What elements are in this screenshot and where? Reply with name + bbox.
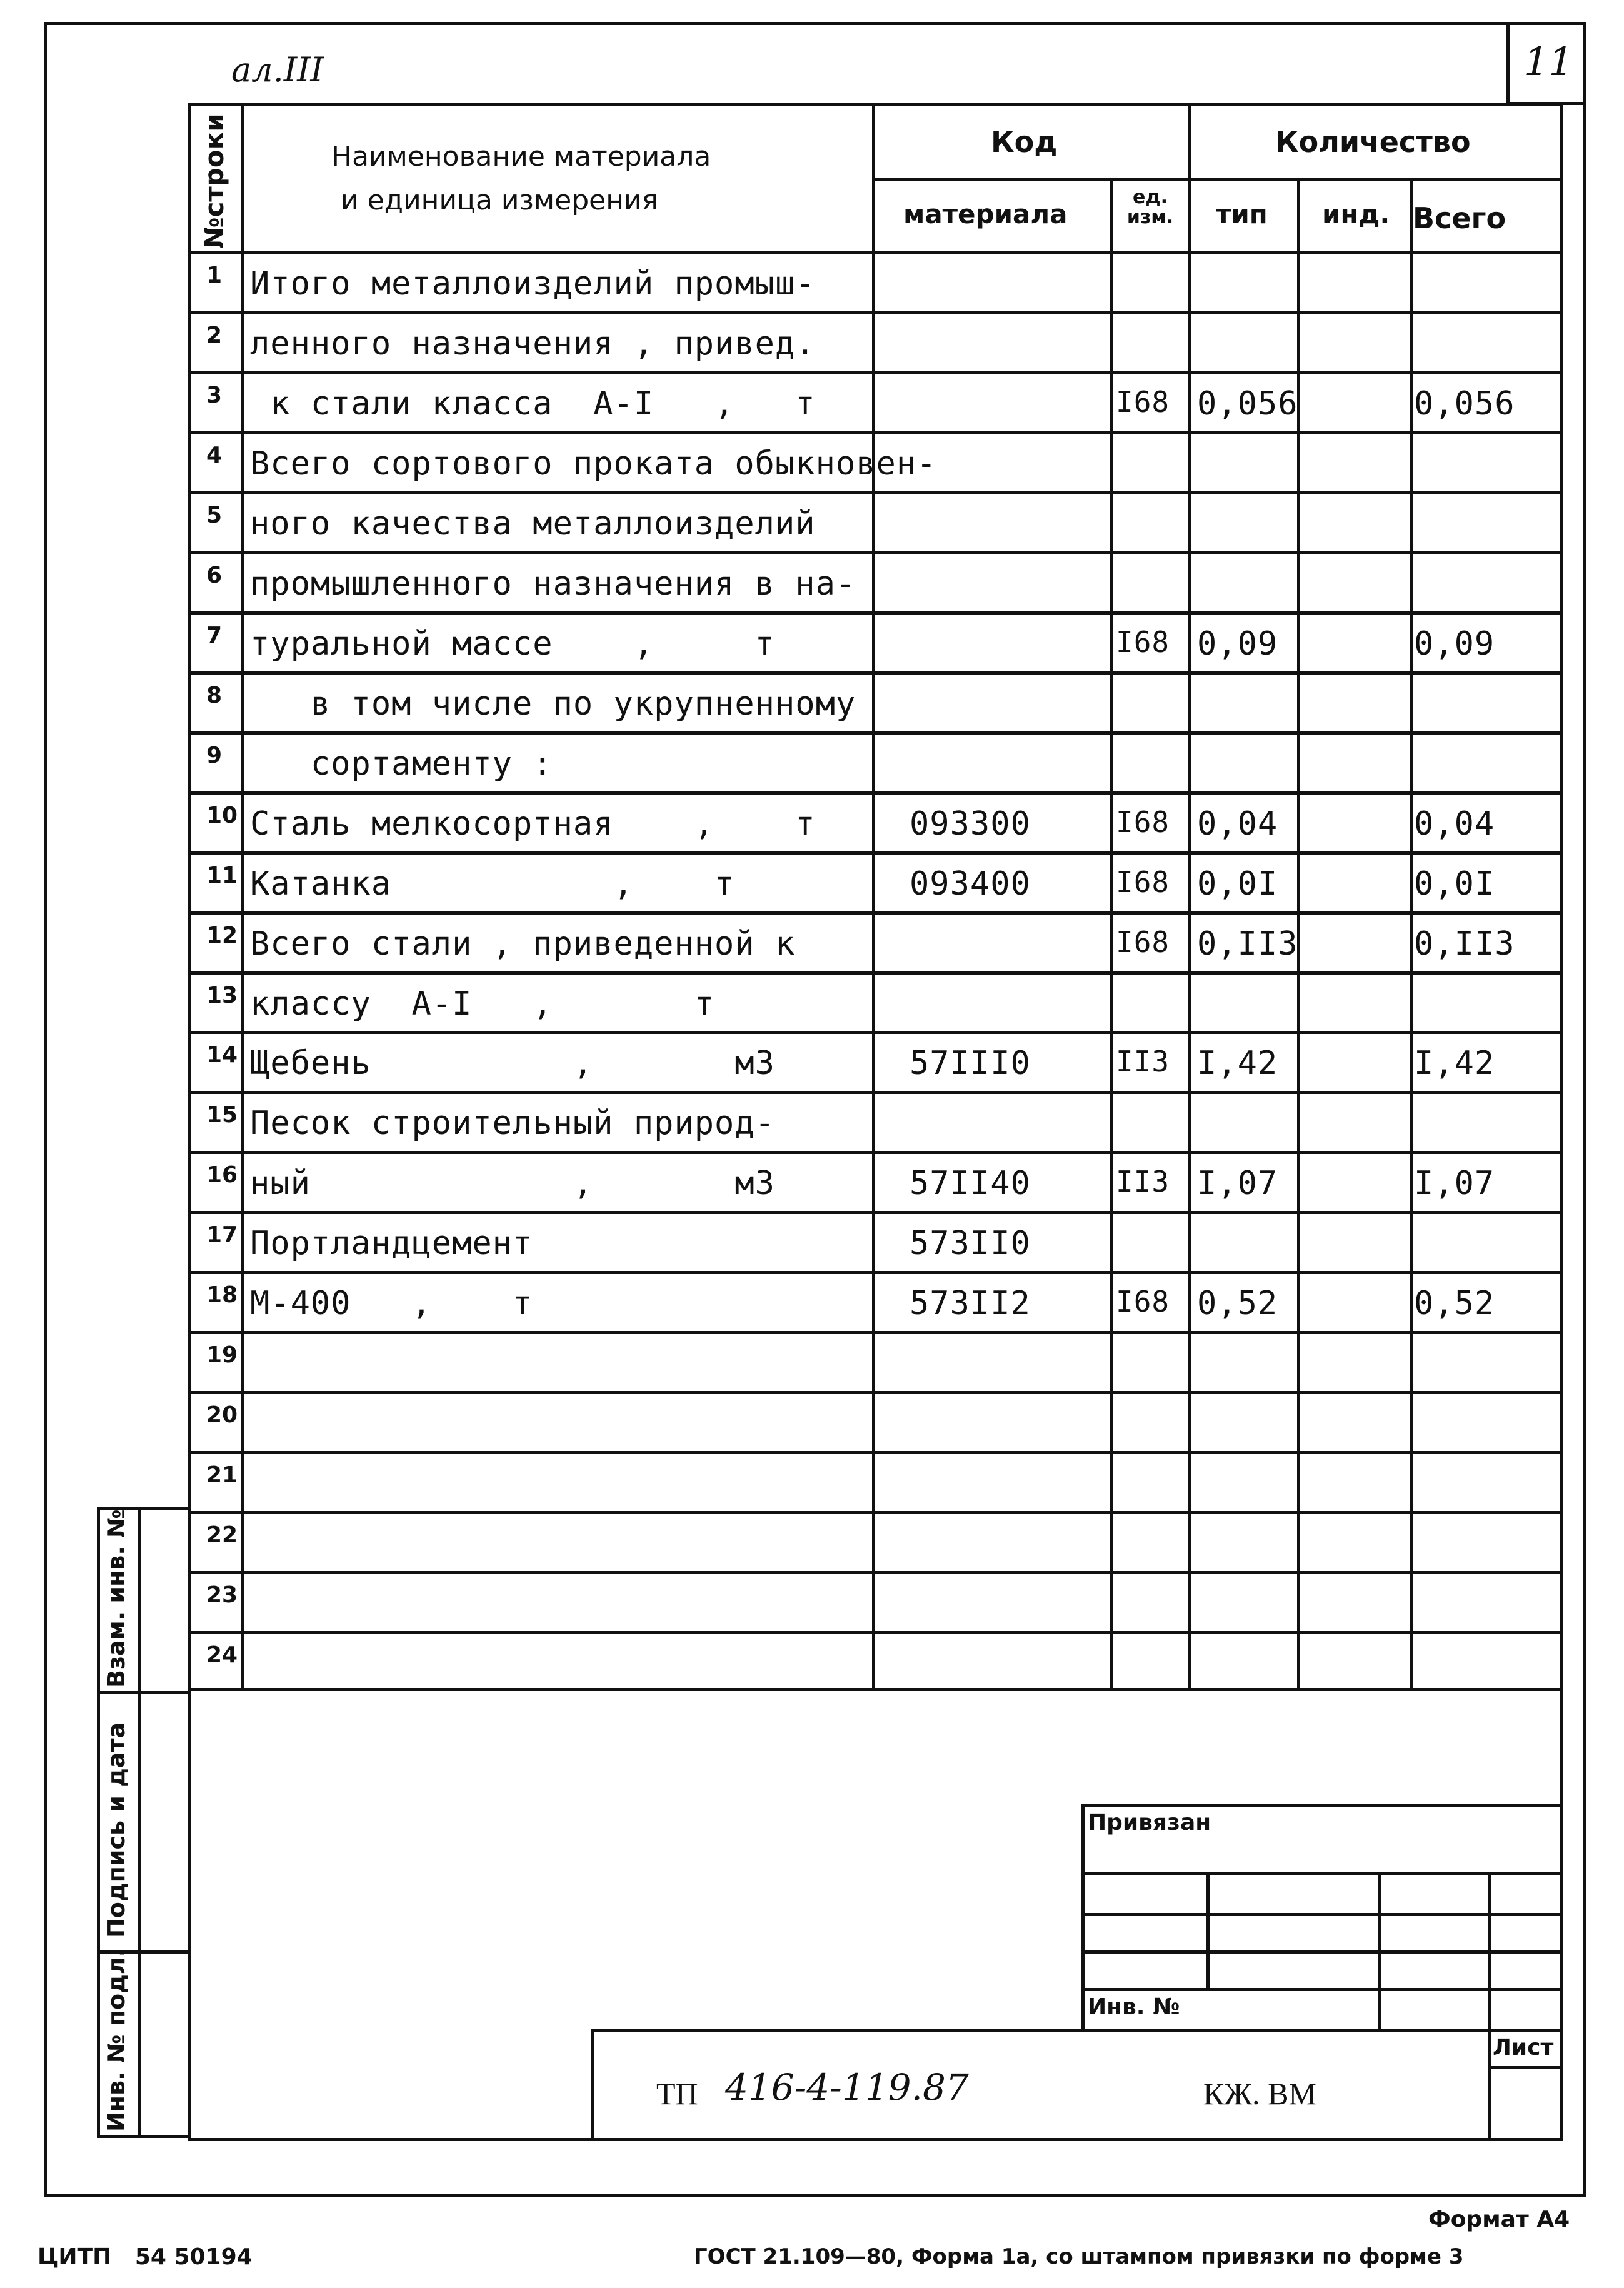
row-separator xyxy=(188,1211,1563,1214)
row-number: 18 xyxy=(206,1282,238,1308)
row-separator xyxy=(188,1631,1563,1634)
page-number: 11 xyxy=(1524,39,1573,84)
header-name-line2: и единица измерения xyxy=(341,184,659,216)
stamp-sheet: Лист xyxy=(1493,2035,1554,2060)
row-number: 15 xyxy=(206,1102,238,1128)
stamp-col3 xyxy=(1488,1872,1491,2138)
row-type: 0,09 xyxy=(1197,625,1278,663)
row-separator xyxy=(188,971,1563,975)
row-name: Портландцемент xyxy=(250,1225,533,1263)
row-number: 5 xyxy=(206,502,223,528)
row-separator xyxy=(188,371,1563,374)
row-separator xyxy=(188,851,1563,855)
header-code-unit: ед. изм. xyxy=(1126,186,1174,228)
row-name: сортаменту : xyxy=(250,745,553,783)
side-label-podpis: Подпись и дата xyxy=(103,1722,130,1938)
row-number: 6 xyxy=(206,562,223,588)
row-total: 0,52 xyxy=(1414,1285,1495,1323)
bottom-line xyxy=(188,2138,1563,2141)
row-separator xyxy=(188,491,1563,494)
row-separator xyxy=(188,1031,1563,1034)
row-name: Всего стали , приведенной к xyxy=(250,925,796,963)
row-code: 093300 xyxy=(910,805,1031,843)
row-number: 20 xyxy=(206,1402,238,1428)
row-name: Катанка , т xyxy=(250,865,735,903)
row-separator xyxy=(188,1571,1563,1574)
row-separator xyxy=(188,611,1563,615)
row-separator xyxy=(188,791,1563,795)
row-name: к стали класса А-I , т xyxy=(250,384,816,423)
row-name: ный , м3 xyxy=(250,1165,775,1203)
row-type: I,07 xyxy=(1197,1165,1278,1203)
row-number: 3 xyxy=(206,382,223,408)
row-number: 9 xyxy=(206,742,223,768)
row-type: 0,056 xyxy=(1197,384,1298,423)
row-code: 093400 xyxy=(910,865,1031,903)
row-separator xyxy=(188,1331,1563,1334)
row-number: 24 xyxy=(206,1642,238,1668)
row-unit: I68 xyxy=(1116,1285,1170,1319)
header-qty-type: тип xyxy=(1216,199,1268,229)
row-type: I,42 xyxy=(1197,1045,1278,1083)
row-unit: I68 xyxy=(1116,925,1170,959)
row-number: 7 xyxy=(206,622,223,648)
row-unit: I68 xyxy=(1116,625,1170,659)
sheet-divider xyxy=(1488,2066,1563,2069)
row-type: 0,04 xyxy=(1197,805,1278,843)
row-separator xyxy=(188,1091,1563,1094)
stamp-col1 xyxy=(1206,1872,1210,1988)
row-total: 0,0I xyxy=(1414,865,1495,903)
row-name: М-400 , т xyxy=(250,1285,533,1323)
row-number: 19 xyxy=(206,1342,238,1368)
row-name: Всего сортового проката обыкновен- xyxy=(250,444,937,483)
row-name: в том числе по укрупненному xyxy=(250,685,856,723)
stamp-top xyxy=(1081,1804,1563,1807)
stamp-col2 xyxy=(1378,1872,1381,2029)
stamp-inv-no: Инв. № xyxy=(1088,1994,1180,2020)
row-name: туральной массе , т xyxy=(250,625,775,663)
stamp-left xyxy=(1081,1804,1085,2029)
header-row-number: №строки xyxy=(199,113,229,249)
row-name: промышленного назначения в на- xyxy=(250,564,856,603)
row-separator xyxy=(188,431,1563,434)
row-name: Итого металлоизделий промыш- xyxy=(250,265,816,303)
row-separator xyxy=(188,1271,1563,1274)
tp-number: 416-4-119.87 xyxy=(725,2066,969,2109)
row-number: 22 xyxy=(206,1522,238,1548)
corner-mark: ал.III xyxy=(231,50,324,89)
row-number: 13 xyxy=(206,982,238,1008)
header-subline xyxy=(872,178,1563,181)
row-type: 0,0I xyxy=(1197,865,1278,903)
row-number: 23 xyxy=(206,1582,238,1608)
header-name-line1: Наименование материала xyxy=(331,141,711,173)
bottom-left-line xyxy=(188,1691,191,2138)
row-unit: I68 xyxy=(1116,384,1170,419)
row-total: 0,04 xyxy=(1414,805,1495,843)
side-label-vzam: Взам. инв. № xyxy=(103,1509,130,1688)
footer-right: ГОСТ 21.109—80, Форма 1а, со штампом привязки по форме 3 xyxy=(694,2244,1464,2269)
row-code: 57II40 xyxy=(910,1165,1031,1203)
row-number: 12 xyxy=(206,922,238,948)
row-separator xyxy=(188,1451,1563,1454)
row-number: 1 xyxy=(206,263,223,288)
header-qty-ind: инд. xyxy=(1322,199,1390,229)
row-name: ного качества металлоизделий xyxy=(250,504,816,543)
row-number: 11 xyxy=(206,862,238,888)
row-name: Сталь мелкосортная , т xyxy=(250,805,816,843)
row-unit: II3 xyxy=(1116,1165,1170,1199)
side-strip-line1 xyxy=(97,1691,191,1694)
row-number: 21 xyxy=(206,1462,238,1488)
row-name: Щебень , м3 xyxy=(250,1045,775,1083)
row-total: I,42 xyxy=(1414,1045,1495,1083)
row-name: ленного назначения , привед. xyxy=(250,324,816,363)
tp-suffix: КЖ. ВМ xyxy=(1203,2076,1316,2111)
col-line-code xyxy=(1110,178,1113,1691)
header-bottom xyxy=(188,251,1563,254)
row-unit: I68 xyxy=(1116,805,1170,839)
row-number: 2 xyxy=(206,322,223,348)
row-total: 0,II3 xyxy=(1414,925,1515,963)
footer-left: ЦИТП 54 50194 xyxy=(38,2244,253,2270)
row-separator xyxy=(188,671,1563,675)
row-number: 10 xyxy=(206,802,238,828)
row-code: 57III0 xyxy=(910,1045,1031,1083)
row-separator xyxy=(188,1151,1563,1154)
side-strip-divider xyxy=(138,1507,141,2138)
row-number: 14 xyxy=(206,1042,238,1068)
title-block-left xyxy=(591,2029,594,2138)
stamp-privyazan: Привязан xyxy=(1088,1810,1211,1835)
header-quantity: Количество xyxy=(1275,125,1471,159)
page-number-divider xyxy=(1506,22,1510,103)
row-separator xyxy=(188,1391,1563,1394)
header-code-material: материала xyxy=(903,199,1068,229)
tp-prefix: ТП xyxy=(656,2076,698,2111)
footer-format: Формат А4 xyxy=(1428,2207,1570,2232)
row-unit: I68 xyxy=(1116,865,1170,899)
row-separator xyxy=(188,311,1563,314)
row-code: 573II0 xyxy=(910,1225,1031,1263)
row-separator xyxy=(188,1511,1563,1514)
row-separator xyxy=(188,731,1563,735)
row-separator xyxy=(188,551,1563,554)
row-type: 0,52 xyxy=(1197,1285,1278,1323)
row-total: 0,056 xyxy=(1414,384,1515,423)
side-label-inv: Инв. № подл. xyxy=(103,1947,130,2132)
row-number: 17 xyxy=(206,1222,238,1248)
col-line-ind xyxy=(1410,178,1413,1691)
row-type: 0,II3 xyxy=(1197,925,1298,963)
row-name: Песок строительный природ- xyxy=(250,1105,775,1143)
row-code: 573II2 xyxy=(910,1285,1031,1323)
header-qty-total: Всего xyxy=(1413,201,1506,235)
title-block-top xyxy=(591,2029,1563,2032)
row-unit: II3 xyxy=(1116,1045,1170,1079)
row-number: 4 xyxy=(206,442,223,468)
header-code: Код xyxy=(991,125,1058,159)
row-separator xyxy=(188,911,1563,915)
row-name: классу А-I , т xyxy=(250,985,715,1023)
row-number: 8 xyxy=(206,682,223,708)
row-total: 0,09 xyxy=(1414,625,1495,663)
row-number: 16 xyxy=(206,1162,238,1188)
row-total: I,07 xyxy=(1414,1165,1495,1203)
